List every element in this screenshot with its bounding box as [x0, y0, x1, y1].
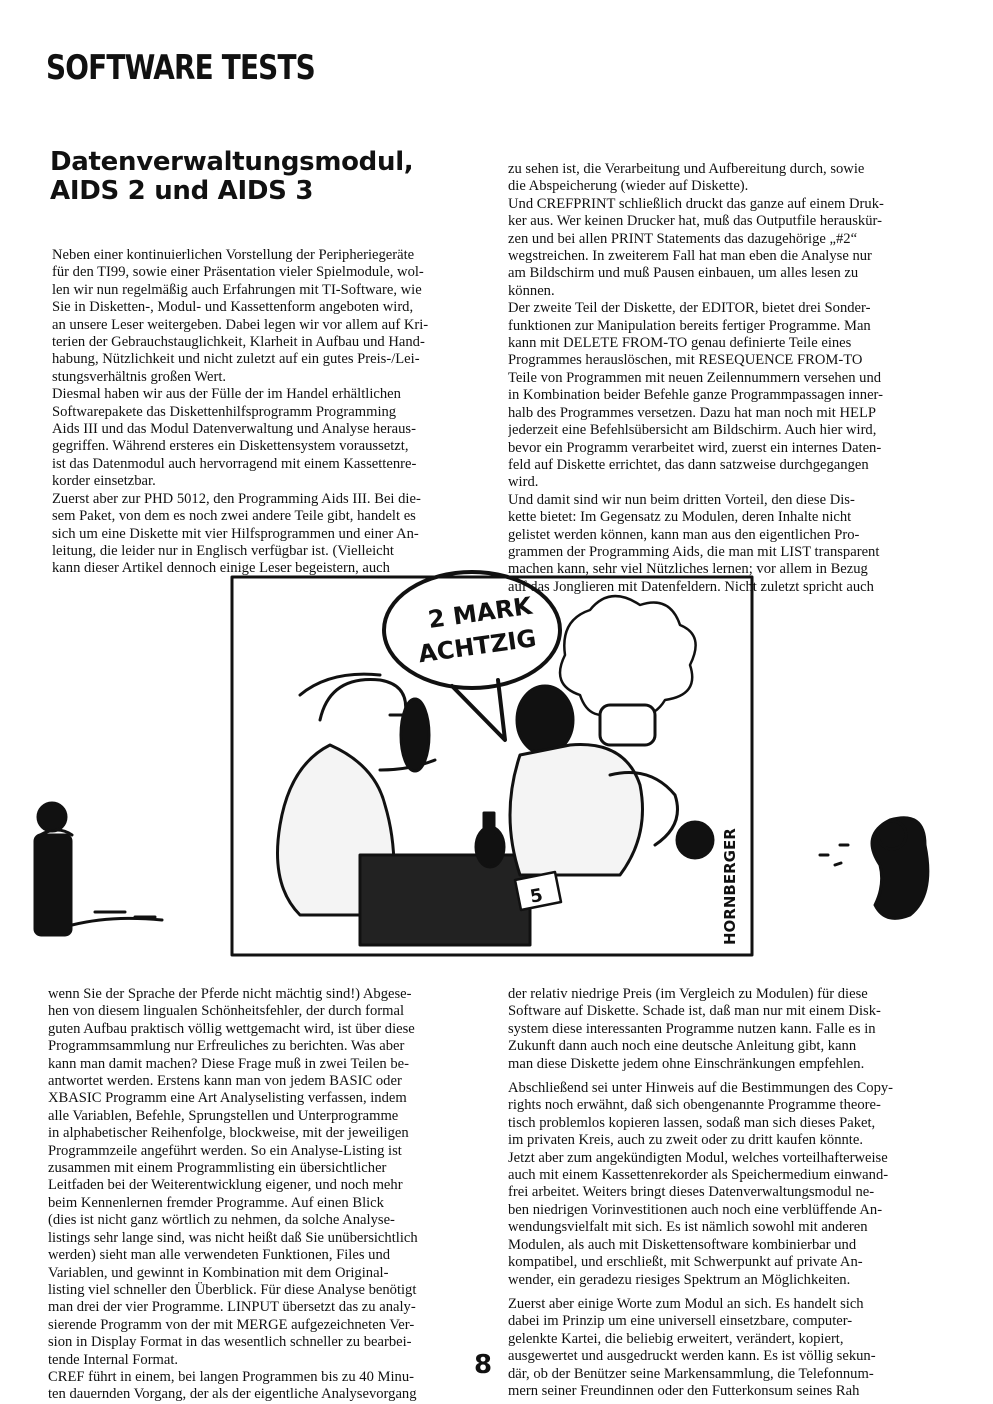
text-line: Zuerst aber einige Worte zum Modul an sich. Es handelt sich	[508, 1295, 864, 1312]
article-column-2	[508, 161, 942, 596]
text-line: Sie in Disketten-, Modul- und Kassettenform angeboten wird,	[52, 299, 414, 316]
text-line: machen kann, sehr viel Nützliches lernen; vor allem in Bezug	[508, 561, 868, 578]
text-line: korder einsetzbar.	[52, 473, 156, 490]
article-title	[50, 148, 470, 206]
text-line: funktionen zur Manipulation bereits fertiger Programme. Man	[508, 317, 871, 334]
text-line: guten Aufbau praktisch völlig wettgemacht wird, ist über diese	[48, 1020, 415, 1037]
thought-cloud	[560, 596, 696, 716]
text-line: habung, Nützlichkeit und nicht zuletzt auf ein gutes Preis-/Lei-	[52, 351, 420, 368]
counter	[360, 855, 530, 945]
page-number: 8	[474, 1350, 493, 1380]
text-line: wegstreichen. In zweiterem Fall hat man eben die Analyse nur	[508, 248, 872, 265]
text-line: kann mit DELETE FROM-TO genau definierte Teile eines	[508, 335, 852, 352]
text-line: sion in Display Format in das wesentlich schneller zu bearbei-	[48, 1334, 412, 1351]
text-line: alle Variablen, Befehle, Sprungstellen und Unterprogramme	[48, 1107, 399, 1124]
text-line: listings sehr lange sind, was nicht heißt daß Sie unübersichtlich	[48, 1229, 418, 1246]
text-line: Variablen, und gewinnt in Kombination mit dem Original-	[48, 1264, 389, 1281]
text-line: CREF führt in einem, bei langen Programmen bis zu 40 Minu-	[48, 1368, 415, 1385]
text-line: kann man damit machen? Diese Frage muß in zwei Teilen be-	[48, 1055, 409, 1072]
paragraph-gap	[508, 1073, 948, 1080]
text-line: im privaten Kreis, auch zu zweit oder zu dritt kaufen könnte.	[508, 1132, 863, 1149]
text-line: leitung, die leider nur in Englisch verfügbar ist. (Vielleicht	[52, 542, 394, 559]
text-line: ten dauernden Vorgang, der als der eigentliche Analysevorgang	[48, 1386, 417, 1403]
text-line: rights noch erwähnt, daß sich obengenannte Programme theore-	[508, 1097, 881, 1114]
text-line: zen und bei allen PRINT Statements das dazugehörige „#2“	[508, 230, 858, 247]
text-line: Und damit sind wir nun beim dritten Vorteil, den diese Dis-	[508, 491, 855, 508]
text-line: werden) sieht man alle verwendeten Funktionen, Files und	[48, 1247, 391, 1264]
text-line: listing viel schneller den Überblick. Für diese Analyse benötigt	[48, 1281, 417, 1298]
text-line: die Abspeicherung (wieder auf Diskette).	[508, 178, 749, 195]
text-line: Jetzt aber zum angekündigten Modul, welches vorteilhafterweise	[508, 1149, 888, 1166]
speech-text-line-2: ACHTZIG	[416, 624, 539, 669]
article-title-line: AIDS 2 und AIDS 3	[50, 176, 314, 206]
text-line: gelenkte Kartei, die beliebig erweitert, verändert, kopiert,	[508, 1330, 844, 1347]
article-title-line: Datenverwaltungsmodul,	[50, 147, 414, 177]
text-line: Diesmal haben wir aus der Fülle der im Handel erhältlichen	[52, 386, 401, 403]
text-line: mern seiner Freundinnen oder den Futterkonsum seines Rah	[508, 1382, 860, 1399]
text-line: wird.	[508, 474, 539, 491]
text-line: ausgewertet und ausgedruckt werden kann. Es ist völlig sekun-	[508, 1348, 876, 1365]
text-line: Zukunft dann auch noch eine deutsche Anleitung gibt, kann	[508, 1038, 857, 1055]
text-line: Leitfaden bei der Weiterentwicklung eigener, und noch mehr	[48, 1177, 403, 1194]
text-line: Programmsammlung nur Erfreuliches zu berichten. Was aber	[48, 1038, 405, 1055]
text-line: Abschließend sei unter Hinweis auf die Bestimmungen des Copy-	[508, 1080, 894, 1097]
text-line: stungsverhältnis großen Wert.	[52, 368, 227, 385]
artist-signature: HORNBERGER	[721, 828, 739, 945]
paragraph-gap	[508, 1289, 948, 1296]
text-line: Und CREFPRINT schließlich druckt das ganze auf einem Druk-	[508, 195, 884, 212]
wall-clock	[677, 822, 713, 858]
text-line: auch mit einem Kassettenrekorder als Speichermedium einwand-	[508, 1167, 889, 1184]
text-line: ker aus. Wer keinen Drucker hat, muß das Outputfile herauskür-	[508, 213, 882, 230]
text-line: halb des Programmes versetzen. Dazu hat man noch mit HELP	[508, 404, 876, 421]
text-line: an unsere Leser weitergeben. Dabei legen wir vor allem auf Kri-	[52, 316, 429, 333]
text-line: in Kombination beider Befehle ganze Programmpassagen inner-	[508, 387, 883, 404]
text-line: Der zweite Teil der Diskette, der EDITOR, bietet drei Sonder-	[508, 300, 871, 317]
text-line: für den TI99, sowie einer Präsentation vieler Spielmodule, wol-	[52, 264, 424, 281]
customer-head	[517, 686, 573, 754]
text-line: der relativ niedrige Preis (im Vergleich zu Modulen) für diese	[508, 986, 868, 1002]
text-line: Softwarepakete das Diskettenhilfsprogramm Programming	[52, 403, 397, 420]
text-line: sierende Programm von der mit MERGE aufgezeichneten Ver-	[48, 1316, 415, 1333]
text-line: zu sehen ist, die Verarbeitung und Aufbereitung durch, sowie	[508, 161, 865, 177]
text-line: gegriffen. Während ersteres ein Diskettensystem voraussetzt,	[52, 438, 409, 455]
text-line: Programmzeile angeführt werden. So ein Analyse-Listing ist	[48, 1142, 402, 1159]
text-line: wenn Sie der Sprache der Pferde nicht mächtig sind!) Abgese-	[48, 986, 412, 1002]
text-line: Teile von Programmen mit neuen Zeilennummern versehen und	[508, 369, 882, 386]
text-line: bevor ein Programm verarbeitet wird, zuerst ein internes Daten-	[508, 439, 882, 456]
text-line: Programmes herauslöschen, mit RESEQUENCE FROM-TO	[508, 352, 863, 369]
text-line: sem Paket, von dem es noch zwei andere Teile gibt, handelt es	[52, 508, 416, 525]
text-line: Modulen, als auch mit Diskettensoftware kombinierbar und	[508, 1236, 857, 1253]
bottle-held	[401, 699, 429, 771]
text-line: Software auf Diskette. Schade ist, daß man nur mit einem Disk-	[508, 1003, 881, 1020]
text-line: jederzeit eine Befehlsübersicht am Bildschirm. Auch hier wird,	[508, 422, 877, 439]
text-line: kette bietet: Im Gegensatz zu Modulen, deren Inhalte nicht	[508, 509, 852, 526]
speech-text-line-1: 2 MARK	[426, 591, 534, 634]
text-line: zusammen mit einem Programmlisting ein übersichtlicher	[48, 1160, 387, 1177]
text-line: frei arbeitet. Weiters bringt dieses Datenverwaltungsmodul ne-	[508, 1184, 875, 1201]
text-line: XBASIC Programm eine Art Analyselisting verfassen, indem	[48, 1090, 407, 1107]
text-line: kann dieser Artikel dennoch einige Leser begeistern, auch	[52, 560, 390, 577]
article-column-1	[52, 247, 492, 578]
text-line: ben niedrigen Vorinvestitionen auch noch eine verblüffende An-	[508, 1201, 883, 1218]
text-line: där, ob der Benützer seine Markensammlung, die Telefonnum-	[508, 1365, 874, 1382]
text-line: auf das Jonglieren mit Datenfeldern. Nicht zuletzt spricht auch	[508, 578, 874, 595]
price-tag-number: 5	[528, 884, 545, 908]
article-column-4	[508, 986, 948, 1400]
trash-can	[35, 835, 71, 935]
text-line: Zuerst aber zur PHD 5012, den Programming Aids III. Bei die-	[52, 490, 421, 507]
text-line: am Bildschirm und muß Pausen einbauen, um alles lesen zu	[508, 265, 859, 282]
text-line: man diese Diskette jedem ohne Einschränkungen empfehlen.	[508, 1055, 865, 1072]
text-line: Neben einer kontinuierlichen Vorstellung der Peripheriegeräte	[52, 247, 415, 263]
text-line: (dies ist nicht ganz wörtlich zu nehmen, da solche Analyse-	[48, 1212, 395, 1229]
text-line: hen von diesem lingualen Schönheitsfehler, der durch formal	[48, 1003, 405, 1020]
article-column-3	[48, 986, 478, 1404]
text-line: dabei im Prinzip um eine universell einsetzbare, computer-	[508, 1313, 853, 1330]
text-line: beim Kennenlernen fremder Programme. Auf einen Blick	[48, 1194, 384, 1211]
text-line: len wir nun regelmäßig auch Erfahrungen mit TI-Software, wie	[52, 281, 422, 298]
text-line: antwortet werden. Erstens kann man von jedem BASIC oder	[48, 1073, 402, 1090]
text-line: sich um eine Diskette mit vier Hilfsprogrammen und einer An-	[52, 525, 419, 542]
text-line: terien der Gebrauchstauglichkeit, Klarheit in Aufbau und Hand-	[52, 334, 425, 351]
text-line: ist das Datenmodul auch hervorragend mit einem Kassettenre-	[52, 455, 417, 472]
cartoon-illustration	[0, 555, 993, 975]
text-line: Aids III und das Modul Datenverwaltung und Analyse heraus-	[52, 421, 416, 438]
text-line: in alphabetischer Reihenfolge, blockweise, mit der jeweiligen	[48, 1125, 409, 1142]
text-line: kompatibel, und erschließt, mit Schwerpunkt auf private An-	[508, 1254, 863, 1271]
text-line: tisch problemlos kopieren lassen, sodaß man sich dieses Paket,	[508, 1114, 876, 1131]
text-line: können.	[508, 282, 555, 299]
text-line: wender, ein geradezu riesiges Spektrum an Möglichkeiten.	[508, 1271, 851, 1288]
text-line: system diese interessanten Programme nutzen kann. Falle es in	[508, 1020, 876, 1037]
text-line: man drei der vier Programme. LINPUT übersetzt das zu analy-	[48, 1299, 416, 1316]
text-line: tende Internal Format.	[48, 1351, 179, 1368]
text-line: gelistet werden können, kann man aus den eigentlichen Pro-	[508, 526, 860, 543]
dealer-hat	[320, 680, 406, 721]
section-heading: SOFTWARE TESTS	[46, 48, 315, 88]
text-line: wendungsvielfalt mit sich. Es ist nämlich sowohl mit anderen	[508, 1219, 868, 1236]
text-line: grammen der Programming Aids, die man mit LIST transparent	[508, 543, 880, 560]
customer-body	[510, 745, 643, 876]
text-line: feld auf Diskette errichtet, das dann satzweise durchgegangen	[508, 456, 869, 473]
